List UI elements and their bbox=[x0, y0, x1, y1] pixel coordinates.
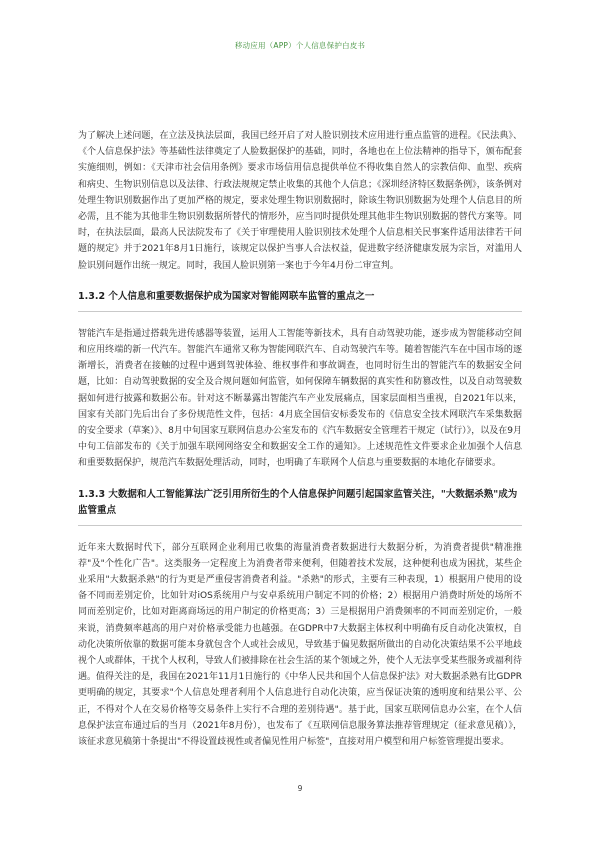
page-header-title: 移动应用（APP）个人信息保护白皮书 bbox=[234, 41, 366, 50]
paragraph-big-data-price-discrimination: 近年来大数据时代下，部分互联网企业利用已收集的海量消费者数据进行大数据分析，为消费者提供"精准推荐"及"个性化广告"。这类服务一定程度上为消费者带来便利，但随着技术发展，这种便利也成为困扰，某些企业采用"大数据杀熟"的行为更是严重侵害消费者利益。"杀熟"的形式，主要有三种表现，1）根据用户使用的设备不同而差别定价，比如针对iOS系统用户与安卓系统用户制定不同的价格；2）根据用户消费时所处的场所不同而差别定价，比如对距离商场远的用户制定的价格更高；3）三是根据用户消费频率的不同而差别定价，一般来说，消费频率越高的用户对价格承受能力也越强。在GDPR中7大数据主体权利中明确有反自动化决策权，自动化决策所依靠的数据可能本身就包含个人或社会成见，导致基于偏见数据所做出的自动化决策结果不公平地歧视个人或群体，干扰个人权利，导致人们被排除在社会生活的某个领域之外，使个人无法享受某些服务或福利待遇。值得关注的是，我国在2021年11月1日施行的《中华人民共和国个人信息保护法》对大数据杀熟有比GDPR更明确的规定，其要求"个人信息处理者利用个人信息进行自动化决策，应当保证决策的透明度和结果公平、公正，不得对个人在交易价格等交易条件上实行不合理的差别待遇"。基于此，国家互联网信息办公室，在个人信息保护法宣布通过后的当月（2021年8月份），也发布了《互联网信息服务算法推荐管理规定（征求意见稿）》，该征求意见稿第十条提出"不得设置歧视性或者偏见性用户标签"，直接对用户模型和用户标签管理提出要求。 bbox=[78, 542, 522, 748]
document-body bbox=[78, 128, 522, 750]
section-heading-1-3-2: 1.3.2 个人信息和重要数据保护成为国家对智能网联车监管的重点之一 bbox=[78, 290, 375, 302]
page-number: 9 bbox=[297, 784, 303, 793]
paragraph-smart-vehicle-data: 智能汽车是指通过搭载先进传感器等装置，运用人工智能等新技术，具有自动驾驶功能，逐步成为智能移动空间和应用终端的新一代汽车。智能汽车通常又称为智能网联汽车、自动驾驶汽车等。随着智能汽车在中国市场的逐渐增长，消费者在接触的过程中遇到驾驶体验、维权事件和事故调查，也同时衍生出的智能汽车的数据安全问题，比如：自动驾驶数据的安全及合规问题如何监管，如何保障车辆数据的真实性和防篡改性，以及自动驾驶数据如何进行披露和数据公布。针对这不断暴露出智能汽车产业发展痛点，国家层面相当重视，自2021年以来，国家有关部门先后出台了多份规范性文件，包括：4月底全国信安标委发布的《信息安全技术网联汽车采集数据的安全要求（草案）》、8月中旬国家互联网信息办公室发布的《汽车数据安全管理若干规定（试行）》，以及在9月中旬工信部发布的《关于加强车联网网络安全和数据安全工作的通知》。上述规范性文件要求企业加强个人信息和重要数据保护，规范汽车数据处理活动，同时，也明确了车联网个人信息与重要数据的本地化存储要求。 bbox=[78, 328, 522, 469]
section-heading-1-3-3: 1.3.3 大数据和人工智能算法广泛引用所衍生的个人信息保护问题引起国家监管关注，"大数据杀熟"成为监管重点 bbox=[78, 488, 518, 516]
paragraph-face-recognition-regulation: 为了解决上述问题，在立法及执法层面，我国已经开启了对人脸识别技术应用进行重点监管的进程。《民法典》、《个人信息保护法》等基础性法律奠定了人脸数据保护的基础，同时，各地也在上位法精神的指导下，颁布配套实施细则，例如：《天津市社会信用条例》要求市场信用信息提供单位不得收集自然人的宗教信仰、血型、疾病和病史、生物识别信息以及法律、行政法规规定禁止收集的其他个人信息；《深圳经济特区数据条例》，该条例对处理生物识别数据作出了更加严格的规定，要求处理生物识别数据时，除该生物识别数据为处理个人信息目的所必需，且不能为其他非生物识别数据所替代的情形外，应当同时提供处理其他非生物识别数据的替代方案等。同时，在执法层面，最高人民法院发布了《关于审理使用人脸识别技术处理个人信息相关民事案件适用法律若干问题的规定》并于2021年8月1日施行，该规定以保护当事人合法权益，促进数字经济健康发展为宗旨，对滥用人脸识别问题作出统一规定。同时，我国人脸识别第一案也于今年4月份二审宣判。 bbox=[78, 131, 522, 271]
